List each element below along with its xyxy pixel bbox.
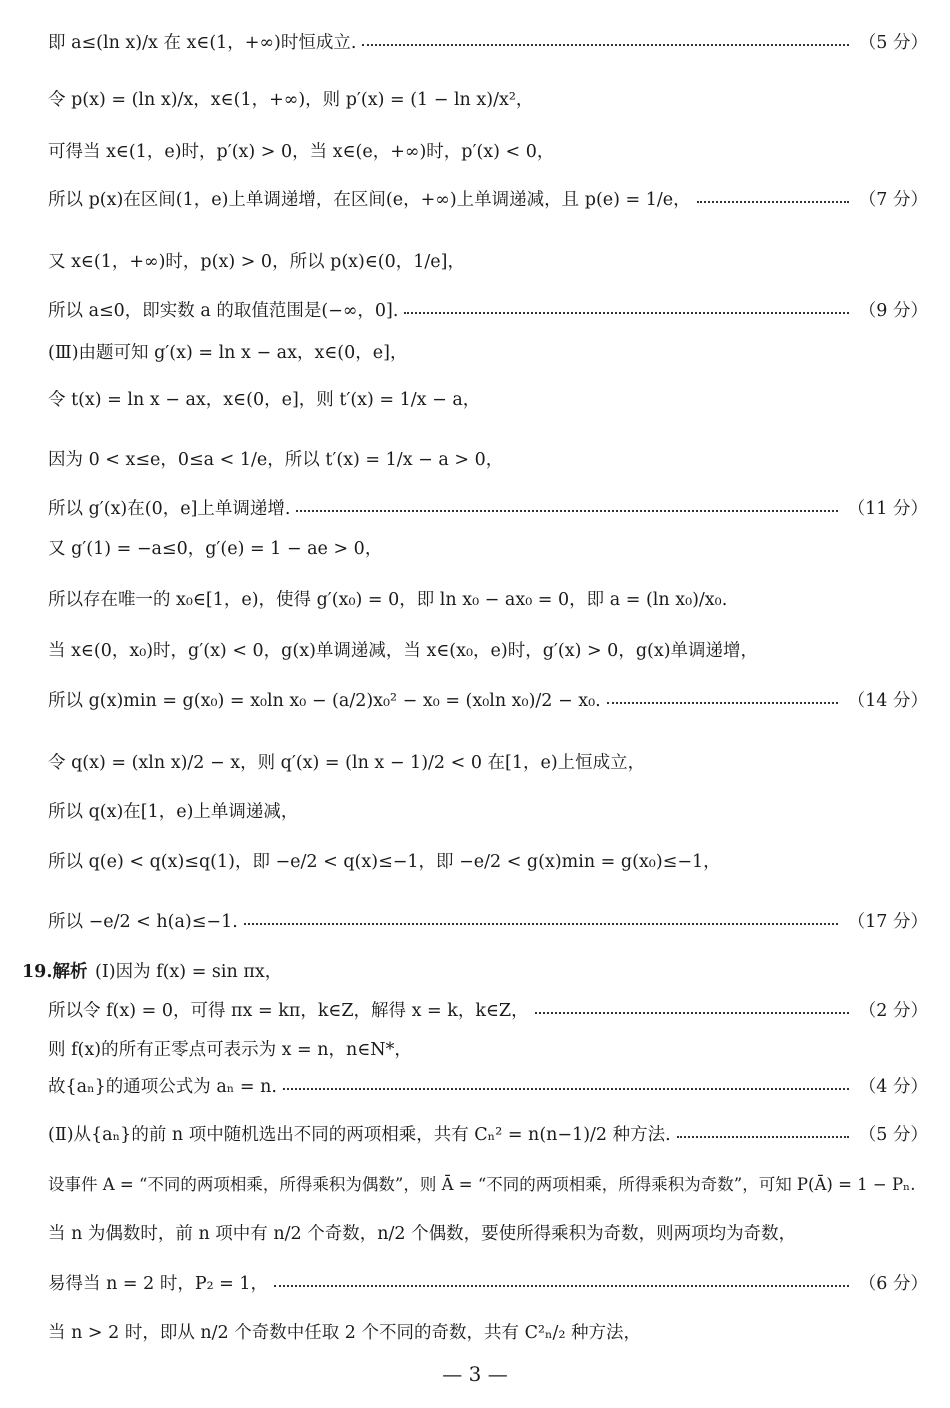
solution-line [48, 1039, 928, 1061]
solution-line [48, 1223, 928, 1245]
solution-line [48, 389, 928, 411]
score-mark: （4 分） [858, 1077, 928, 1097]
score-mark: （5 分） [858, 1125, 928, 1145]
solution-line [48, 89, 928, 111]
score-mark: （2 分） [858, 1001, 928, 1021]
line-text: 即 a≤(ln x)/x 在 x∈(1，+∞)时恒成立. [48, 33, 357, 53]
solution-line [48, 449, 928, 471]
problem-tag: 解析 [52, 962, 88, 982]
score-leader-dots [362, 44, 848, 46]
solution-line [48, 851, 928, 873]
solution-line [48, 1124, 928, 1146]
line-text: 所以 −e/2 < h(a)≤−1. [48, 912, 238, 932]
score-leader-dots [697, 201, 849, 203]
line-text: (Ⅱ)从{aₙ}的前 n 项中随机选出不同的两项相乘，共有 Cₙ² = n(n−1)/2 种方法. [48, 1125, 671, 1145]
line-text: 当 x∈(0，x₀)时，g′(x) < 0，g(x)单调递减，当 x∈(x₀，e)时，g′(x) > 0，g(x)单调递增， [48, 641, 759, 661]
solution-line [48, 251, 928, 273]
problem-label [22, 961, 87, 983]
solution-line [48, 141, 928, 163]
line-text: 可得当 x∈(1，e)时，p′(x) > 0，当 x∈(e，+∞)时，p′(x) < 0， [48, 142, 555, 162]
solution-line [48, 801, 928, 823]
score-mark: （9 分） [858, 301, 928, 321]
line-text: 所以 q(x)在[1，e)上单调递减， [48, 802, 299, 822]
score-leader-dots [283, 1088, 849, 1090]
line-text: 所以 g′(x)在(0，e]上单调递增. [48, 499, 291, 519]
solution-line [48, 640, 928, 662]
line-text: 所以 a≤0，即实数 a 的取值范围是(−∞，0]. [48, 301, 399, 321]
solution-line [48, 1273, 928, 1295]
solution-line [48, 538, 928, 560]
solution-line [95, 961, 928, 983]
score-mark: （5 分） [858, 33, 928, 53]
line-text: 所以 p(x)在区间(1，e)上单调递增，在区间(e，+∞)上单调递减，且 p(e) = 1/e， [48, 190, 691, 210]
score-leader-dots [535, 1012, 849, 1014]
score-leader-dots [677, 1136, 849, 1138]
problem-number: 19. [22, 962, 53, 982]
solution-line [48, 911, 928, 933]
line-text: 易得当 n = 2 时，P₂ = 1， [48, 1274, 269, 1294]
score-leader-dots [607, 702, 838, 704]
line-text: 所以 q(e) < q(x)≤q(1)，即 −e/2 < q(x)≤−1，即 −e/2 < g(x)min = g(x₀)≤−1， [48, 852, 721, 872]
line-text: 当 n > 2 时，即从 n/2 个奇数中任取 2 个不同的奇数，共有 C²ₙ/₂ 种方法， [48, 1323, 642, 1343]
score-mark: （14 分） [847, 691, 928, 711]
score-mark: （7 分） [858, 190, 928, 210]
score-leader-dots [244, 923, 838, 925]
solution-line [48, 1322, 928, 1344]
line-text: 设事件 A = “不同的两项相乘，所得乘积为偶数”，则 Ā = “不同的两项相乘，所得乘积为奇数”，可知 P(Ā) = 1 − Pₙ. [48, 1175, 916, 1194]
solution-line [48, 752, 928, 774]
score-leader-dots [404, 312, 848, 314]
line-text: 令 t(x) = ln x − ax，x∈(0，e]，则 t′(x) = 1/x − a， [48, 390, 481, 410]
solution-line [48, 589, 928, 611]
line-text: (Ⅰ)因为 f(x) = sin πx， [95, 962, 283, 982]
solution-line [48, 189, 928, 211]
solution-line [48, 32, 928, 54]
line-text: 则 f(x)的所有正零点可表示为 x = n，n∈N*， [48, 1040, 412, 1060]
solution-line [48, 498, 928, 520]
score-mark: （6 分） [858, 1274, 928, 1294]
solution-line [48, 1174, 928, 1196]
score-mark: （17 分） [847, 912, 928, 932]
line-text: 令 p(x) = (ln x)/x，x∈(1，+∞)，则 p′(x) = (1 − ln x)/x²， [48, 90, 534, 110]
line-text: (Ⅲ)由题可知 g′(x) = ln x − ax，x∈(0，e]， [48, 343, 408, 363]
line-text: 又 g′(1) = −a≤0，g′(e) = 1 − ae > 0， [48, 539, 383, 559]
solution-line [48, 342, 928, 364]
line-text: 又 x∈(1，+∞)时，p(x) > 0，所以 p(x)∈(0，1/e]， [48, 252, 465, 272]
solution-line [48, 300, 928, 322]
solution-line [48, 1076, 928, 1098]
line-text: 当 n 为偶数时，前 n 项中有 n/2 个奇数，n/2 个偶数，要使所得乘积为奇数，则两项均为奇数， [48, 1224, 797, 1244]
line-text: 所以 g(x)min = g(x₀) = x₀ln x₀ − (a/2)x₀² − x₀ = (x₀ln x₀)/2 − x₀. [48, 691, 601, 711]
score-mark: （11 分） [847, 499, 928, 519]
score-leader-dots [296, 510, 837, 512]
line-text: 因为 0 < x≤e，0≤a < 1/e，所以 t′(x) = 1/x − a > 0， [48, 450, 504, 470]
line-text: 故{aₙ}的通项公式为 aₙ = n. [48, 1077, 277, 1097]
line-text: 所以令 f(x) = 0，可得 πx = kπ，k∈Z，解得 x = k，k∈Z， [48, 1001, 529, 1021]
score-leader-dots [274, 1285, 849, 1287]
line-text: 令 q(x) = (xln x)/2 − x，则 q′(x) = (ln x − 1)/2 < 0 在[1，e)上恒成立， [48, 753, 646, 773]
line-text: 所以存在唯一的 x₀∈[1，e)，使得 g′(x₀) = 0，即 ln x₀ − ax₀ = 0，即 a = (ln x₀)/x₀. [48, 590, 728, 610]
solution-line [48, 1000, 928, 1022]
page-number: — 3 — [442, 1362, 508, 1386]
solution-line [48, 690, 928, 712]
